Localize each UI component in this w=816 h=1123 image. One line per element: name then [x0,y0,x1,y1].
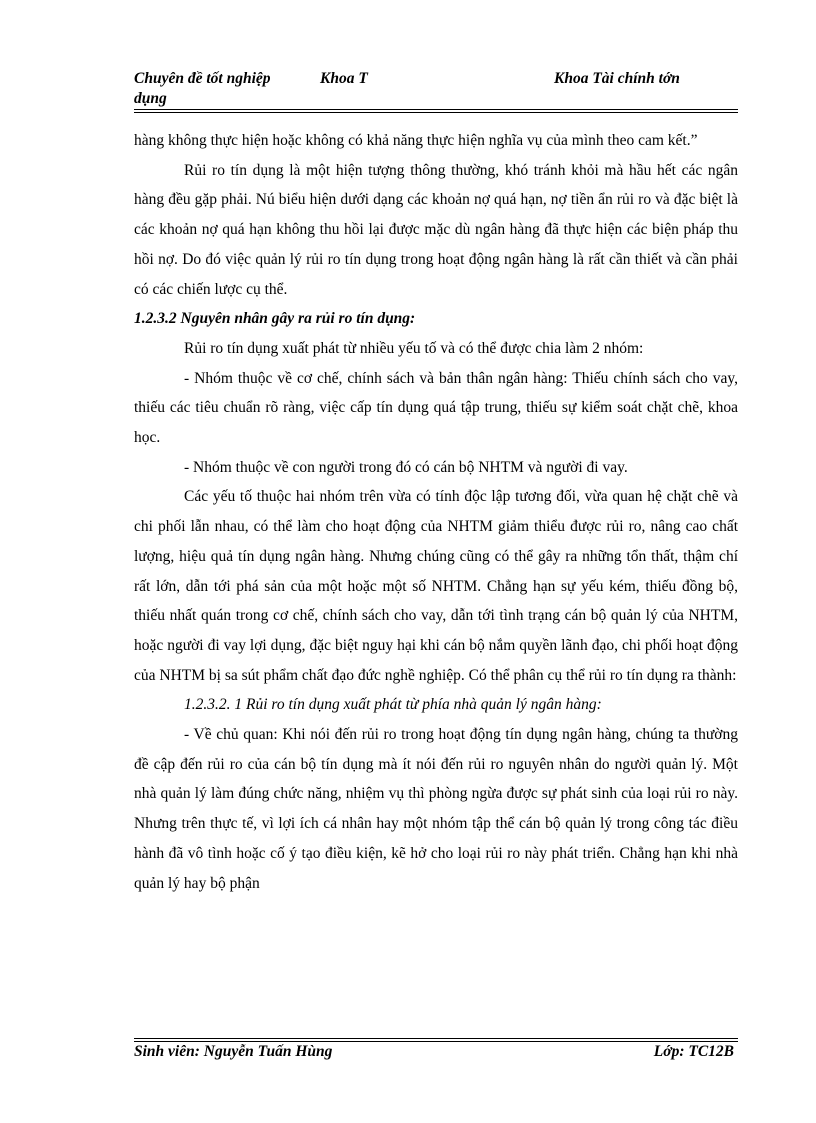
footer-student: Sinh viên: Nguyễn Tuấn Hùng [134,1043,333,1060]
subsection-heading: 1.2.3.2. 1 Rủi ro tín dụng xuất phát từ phía nhà quản lý ngân hàng: [184,696,602,714]
paragraph-continuation: hàng không thực hiện hoặc không có khả năng thực hiện nghĩa vụ của mình theo cam kết.” [134,132,698,149]
paragraph-subjective: - Về chủ quan: Khi nói đến rủi ro trong hoạt động tín dụng ngân hàng, chúng ta thường đề cập đến rủi ro của cán bộ tín dụng mà ít nói đến rủi ro nguyên nhân do người quản lý. Một nhà quản lý làm đúng chức năng, nhiệm vụ thì phòng ngừa được sự phát sinh của loại rủi ro này. Nhưng trên thực tế, vì lợi ích cá nhân hay một nhóm tập thể cán bộ quản lý trong công tác điều hành đã vô tình hoặc cố ý tạo điều kiện, kẽ hở cho loại rủi ro này phát triển. Chẳng hạn khi nhà quản lý hay bộ phận [134,726,738,892]
document-body [134,126,738,898]
paragraph-policy-group: - Nhóm thuộc về cơ chế, chính sách và bản thân ngân hàng: Thiếu chính sách cho vay, thiếu các tiêu chuẩn rõ ràng, việc cấp tín dụng quá tập trung, thiếu sự kiểm soát chặt chẽ, khoa học. [134,369,738,447]
paragraph-causes-intro: Rủi ro tín dụng xuất phát từ nhiều yếu tố và có thể được chia làm 2 nhóm: [184,339,644,357]
paragraph-factors: Các yếu tố thuộc hai nhóm trên vừa có tính độc lập tương đối, vừa quan hệ chặt chẽ và chi phối lẫn nhau, có thể làm cho hoạt động của NHTM giảm thiểu được rủi ro, nâng cao chất lượng, hiệu quả tín dụng ngân hàng. Nhưng chúng cũng có thể gây ra những tổn thất, thậm chí rất lớn, dẫn tới phá sản của một hoặc một số NHTM. Chẳng hạn sự yếu kém, thiếu đồng bộ, thiếu nhất quán trong cơ chế, chính sách cho vay, dẫn tới tình trạng cán bộ quản lý của NHTM, hoặc người đi vay lợi dụng, đặc biệt nguy hại khi cán bộ nắm quyền lãnh đạo, chi phối hoạt động của NHTM bị sa sút phẩm chất đạo đức nghề nghiệp. Có thể phân cụ thể rủi ro tín dụng ra thành: [134,488,738,684]
page-header [134,66,738,112]
footer-class: Lớp: TC12B [653,1043,734,1060]
header-rule-top [134,109,738,110]
footer-rule-top [134,1038,738,1039]
section-heading: 1.2.3.2 Nguyên nhân gây ra rủi ro tín dụng: [134,310,416,328]
header-rule-bottom [134,112,738,113]
paragraph-credit-risk: Rủi ro tín dụng là một hiện tượng thông thường, khó tránh khỏi mà hầu hết các ngân hàng đều gặp phải. Nú biểu hiện dưới dạng các khoản nợ quá hạn, nợ tiền ẩn rủi ro và đặc biệt là các khoản nợ quá hạn không thu hồi lại được mặc dù ngân hàng đã thực hiện các biện pháp thu hồi nợ. Do đó việc quản lý rủi ro tín dụng trong hoạt động ngân hàng là rất cần thiết và cần phải có các chiến lược cụ thể. [134,161,738,298]
header-right-title: Khoa Tài chính tớn [554,70,680,87]
paragraph-people-group: - Nhóm thuộc về con người trong đó có cán bộ NHTM và người đi vay. [184,458,628,476]
page-footer [134,1042,738,1062]
header-middle-title: Khoa T [320,70,368,87]
header-wrap-text: dụng [134,90,167,107]
header-left-title: Chuyên đề tốt nghiệp [134,70,271,87]
